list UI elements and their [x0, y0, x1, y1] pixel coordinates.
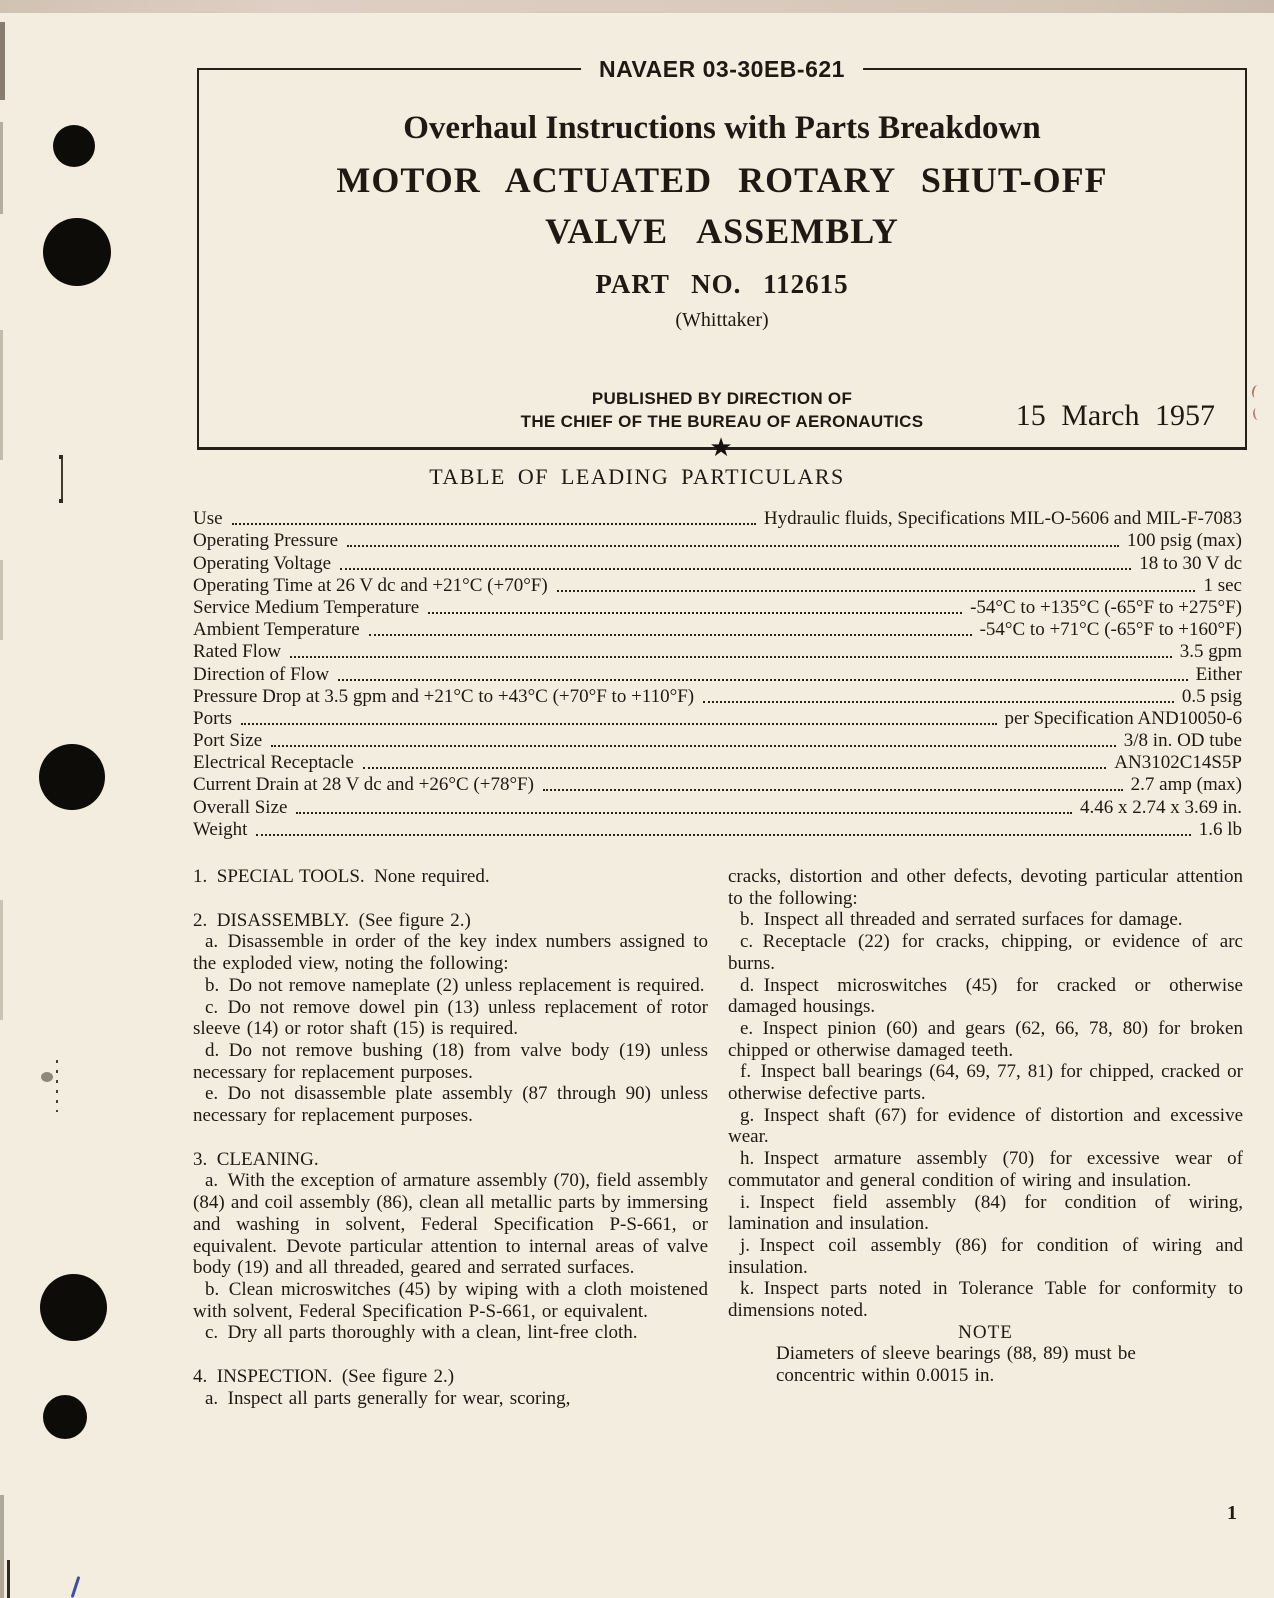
leader-dots — [256, 834, 1190, 836]
row-label: Rated Flow — [193, 641, 282, 663]
note-heading: NOTE — [958, 1321, 1013, 1343]
row-value: AN3102C14S5P — [1114, 752, 1242, 774]
row-label: Direction of Flow — [193, 663, 330, 685]
paragraph: f. Inspect ball bearings (64, 69, 77, 81) for chipped, cracked or otherwise defective parts. — [728, 1061, 1243, 1105]
paragraph: b. Clean microswitches (45) by wiping with a cloth moistened with solvent, Federal Specification P-S-661, or equivalent. — [193, 1278, 708, 1322]
pen-mark-blue — [71, 1576, 81, 1598]
left-column — [193, 866, 708, 1409]
row-label: Port Size — [193, 730, 263, 752]
pencil-mark — [59, 455, 63, 459]
row-value: Either — [1195, 663, 1242, 685]
pen-mark-red — [1251, 384, 1263, 399]
paragraph: d. Inspect microswitches (45) for cracked or otherwise damaged housings. — [728, 974, 1243, 1018]
star-icon: ★ — [709, 432, 733, 462]
published-line: PUBLISHED BY DIRECTION OF — [591, 389, 853, 408]
particulars-row — [193, 752, 1242, 774]
row-label: Ports — [193, 707, 233, 729]
row-label: Use — [193, 508, 223, 530]
leader-dots — [340, 568, 1131, 570]
leader-dots — [557, 590, 1196, 592]
row-label: Ambient Temperature — [193, 619, 360, 641]
right-column — [728, 866, 1243, 1409]
row-value: 100 psig (max) — [1126, 530, 1242, 552]
punch-hole-mark — [53, 125, 95, 167]
paragraph: k. Inspect parts noted in Tolerance Table for conformity to dimensions noted. — [728, 1278, 1243, 1322]
row-label: Overall Size — [193, 796, 288, 818]
punch-hole-mark — [43, 1395, 87, 1439]
section-heading: 3. CLEANING. — [193, 1148, 319, 1170]
particulars-row — [193, 575, 1242, 597]
scan-edge-artifact — [0, 560, 3, 640]
particulars-row — [193, 774, 1242, 796]
paragraph: h. Inspect armature assembly (70) for excessive wear of commutator and general condition of wiring and insulation. — [728, 1148, 1243, 1191]
paragraph: c. Receptacle (22) for cracks, chipping, or evidence of arc burns. — [728, 931, 1243, 974]
row-value: 18 to 30 V dc — [1139, 552, 1242, 574]
row-value: -54°C to +135°C (-65°F to +275°F) — [970, 596, 1242, 618]
part-number: PART NO. 112615 — [595, 269, 849, 299]
row-value: 0.5 psig — [1181, 685, 1242, 707]
row-label: Operating Voltage — [193, 552, 332, 574]
leader-dots — [296, 812, 1072, 814]
page-number: 1 — [1227, 1502, 1237, 1524]
leader-dots — [347, 545, 1119, 547]
doc-title-line2: VALVE ASSEMBLY — [545, 211, 899, 251]
paragraph: a. With the exception of armature assembly (70), field assembly (84) and coil assembly (86), clean all metallic parts by immersing and washing in solvent, Federal Specification P-S-661, or equivalent. Devote particular attention to internal areas of valve body (19) and all threaded, geared and serrated surfaces. — [193, 1170, 708, 1279]
particulars-row — [193, 796, 1242, 818]
section-heading: 2. DISASSEMBLY. (See figure 2.) — [193, 909, 471, 931]
scan-edge-artifact — [0, 22, 5, 100]
scan-edge-artifact — [0, 122, 3, 214]
smudge-mark — [41, 1072, 53, 1082]
paragraph: a. Inspect all parts generally for wear, scoring, — [205, 1387, 571, 1409]
paragraph: g. Inspect shaft (67) for evidence of distortion and excessive wear. — [728, 1104, 1243, 1148]
particulars-row — [193, 686, 1242, 708]
punch-hole-mark — [43, 218, 111, 286]
particulars-row — [193, 708, 1242, 730]
leader-dots — [241, 723, 996, 725]
row-label: Current Drain at 28 V dc and +26°C (+78°F) — [193, 774, 534, 796]
particulars-title: TABLE OF LEADING PARTICULARS — [429, 464, 845, 489]
paragraph: b. Inspect all threaded and serrated surfaces for damage. — [740, 909, 1183, 931]
pen-mark-red — [1252, 408, 1262, 421]
row-value: 1 sec — [1203, 574, 1242, 596]
leader-dots — [703, 701, 1174, 703]
scan-edge-artifact — [0, 900, 3, 1020]
row-value: 4.46 x 2.74 x 3.69 in. — [1079, 796, 1242, 818]
leader-dots — [232, 523, 756, 525]
particulars-row — [193, 552, 1242, 574]
paragraph: b. Do not remove nameplate (2) unless replacement is required. — [205, 974, 705, 996]
particulars-table — [193, 508, 1242, 841]
row-label: Operating Time at 26 V dc and +21°C (+70°F) — [193, 574, 548, 596]
particulars-row — [193, 641, 1242, 663]
paragraph: cracks, distortion and other defects, devoting particular attention to the following: — [728, 866, 1243, 909]
row-value: 3.5 gpm — [1179, 641, 1242, 663]
section-heading: 1. SPECIAL TOOLS. None required. — [193, 866, 490, 887]
paragraph: i. Inspect field assembly (84) for condition of wiring, lamination and insulation. — [728, 1191, 1243, 1235]
manufacturer: (Whittaker) — [675, 309, 769, 331]
paragraph: j. Inspect coil assembly (86) for condition of wiring and insulation. — [728, 1234, 1243, 1278]
row-label: Pressure Drop at 3.5 gpm and +21°C to +43°C (+70°F to +110°F) — [193, 685, 695, 707]
publication-date: 15 March 1957 — [1015, 399, 1215, 432]
row-label: Service Medium Temperature — [193, 596, 420, 618]
divider-rule — [197, 432, 1245, 462]
doc-subtitle: Overhaul Instructions with Parts Breakdown — [403, 110, 1041, 146]
row-label: Operating Pressure — [193, 530, 339, 552]
doc-number: NAVAER 03-30EB-621 — [581, 56, 863, 83]
paragraph: c. Do not remove dowel pin (13) unless replacement of rotor sleeve (14) or rotor shaft (15) is required. — [193, 996, 708, 1040]
particulars-row — [193, 819, 1242, 841]
pencil-mark — [7, 1560, 10, 1598]
row-value: 2.7 amp (max) — [1130, 774, 1242, 796]
row-label: Weight — [193, 818, 248, 840]
particulars-row — [193, 508, 1242, 530]
pencil-mark — [56, 1060, 58, 1112]
particulars-row — [193, 663, 1242, 685]
scan-top-edge-shadow — [0, 0, 1274, 13]
section-heading: 4. INSPECTION. (See figure 2.) — [193, 1366, 455, 1388]
leader-dots — [369, 634, 972, 636]
particulars-row — [193, 530, 1242, 552]
paragraph: e. Inspect pinion (60) and gears (62, 66, 78, 80) for broken chipped or otherwise damaged teeth. — [728, 1017, 1243, 1061]
punch-hole-mark — [40, 1274, 107, 1341]
leader-dots — [543, 789, 1123, 791]
pencil-mark — [59, 499, 63, 503]
paragraph: c. Dry all parts thoroughly with a clean, lint-free cloth. — [205, 1322, 638, 1344]
published-line: THE CHIEF OF THE BUREAU OF AERONAUTICS — [520, 412, 924, 431]
punch-hole-mark — [39, 744, 105, 810]
leader-dots — [338, 679, 1187, 681]
scan-edge-artifact — [0, 330, 3, 460]
particulars-row — [193, 597, 1242, 619]
row-value: Hydraulic fluids, Specifications MIL-O-5606 and MIL-F-7083 — [763, 508, 1242, 530]
note-text: Diameters of sleeve bearings (88, 89) must be concentric within 0.0015 in. — [776, 1343, 1136, 1387]
row-value: per Specification AND10050-6 — [1004, 707, 1242, 729]
row-value: -54°C to +71°C (-65°F to +160°F) — [979, 619, 1242, 641]
scan-edge-artifact — [0, 1495, 4, 1598]
row-value: 3/8 in. OD tube — [1123, 730, 1242, 752]
particulars-row — [193, 730, 1242, 752]
doc-title-line1: MOTOR ACTUATED ROTARY SHUT-OFF — [336, 160, 1108, 200]
leader-dots — [290, 656, 1172, 658]
row-label: Electrical Receptacle — [193, 752, 354, 774]
paragraph: e. Do not disassemble plate assembly (87 through 90) unless necessary for replacement purposes. — [193, 1083, 708, 1127]
paragraph: a. Disassemble in order of the key index numbers assigned to the exploded view, noting the following: — [193, 931, 708, 975]
row-value: 1.6 lb — [1198, 818, 1242, 840]
leader-dots — [271, 745, 1116, 747]
title-block — [197, 56, 1247, 450]
body-text — [193, 866, 1243, 1409]
particulars-row — [193, 619, 1242, 641]
leader-dots — [363, 767, 1106, 769]
leader-dots — [428, 612, 962, 614]
paragraph: d. Do not remove bushing (18) from valve body (19) unless necessary for replacement purposes. — [193, 1039, 708, 1083]
